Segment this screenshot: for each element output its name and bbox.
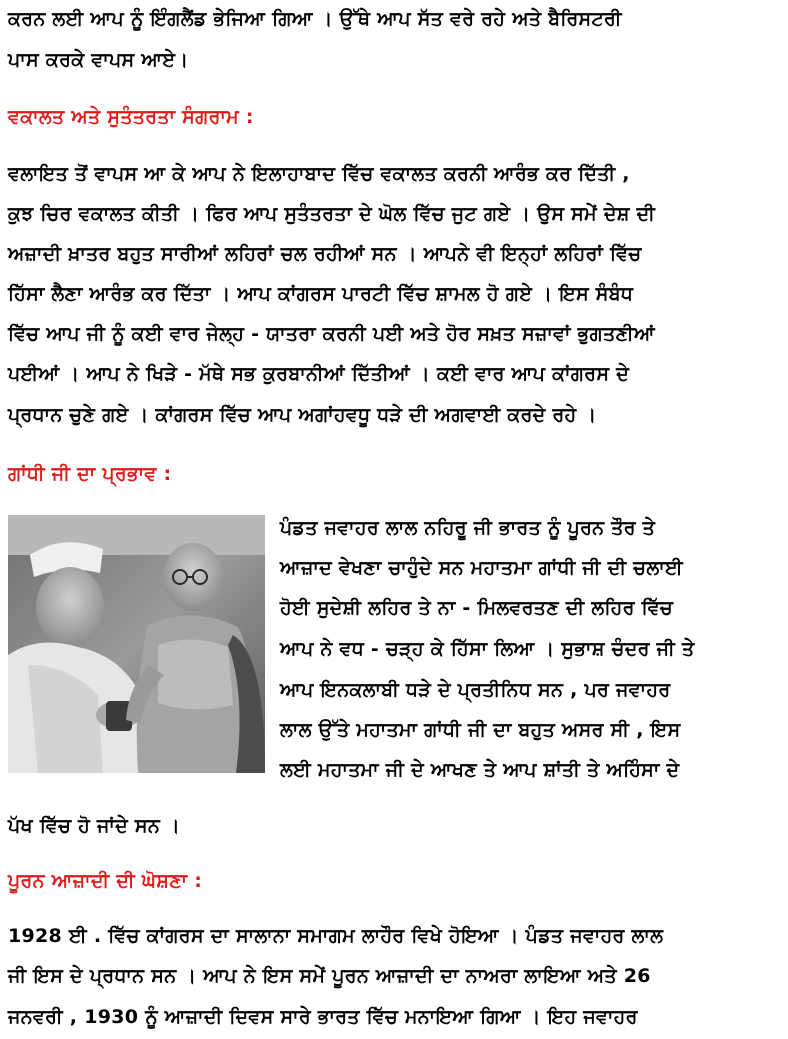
section-heading-gandhi: ਗਾਂਧੀ ਜੀ ਦਾ ਪ੍ਰਭਾਵ :	[8, 463, 172, 485]
law-line-6: ਪਈਆਂ । ਆਪ ਨੇ ਖਿੜੇ - ਮੱਥੇ ਸਭ ਕੁਰਬਾਨੀਆਂ ਦਿੱਤੀਆਂ । ਕਈ ਵਾਰ ਆਪ ਕਾਂਗਰਸ ਦੇ	[8, 363, 630, 385]
gandhi-side-line-3: ਹੋਈ ਸੁਦੇਸ਼ੀ ਲਹਿਰ ਤੇ ਨਾ - ਮਿਲਵਰਤਣ ਦੀ ਲਹਿਰ ਵਿੱਚ	[280, 597, 673, 619]
independence-line-2: ਜੀ ਇਸ ਦੇ ਪ੍ਰਧਾਨ ਸਨ । ਆਪ ਨੇ ਇਸ ਸਮੇਂ ਪੂਰਨ ਆਜ਼ਾਦੀ ਦਾ ਨਾਅਰਾ ਲਾਇਆ ਅਤੇ 26	[8, 965, 651, 987]
law-line-2: ਕੁਝ ਚਿਰ ਵਕਾਲਤ ਕੀਤੀ । ਫਿਰ ਆਪ ਸੁਤੰਤਰਤਾ ਦੇ ਘੋਲ ਵਿੱਚ ਜੁਟ ਗਏ । ਉਸ ਸਮੇਂ ਦੇਸ਼ ਦੀ	[8, 203, 656, 225]
law-line-5: ਵਿੱਚ ਆਪ ਜੀ ਨੂੰ ਕਈ ਵਾਰ ਜੇਲ੍ਹ - ਯਾਤਰਾ ਕਰਨੀ ਪਈ ਅਤੇ ਹੋਰ ਸਖ਼ਤ ਸਜ਼ਾਵਾਂ ਭੁਗਤਣੀਆਂ	[8, 323, 655, 345]
section-heading-law: ਵਕਾਲਤ ਅਤੇ ਸੁਤੰਤਰਤਾ ਸੰਗਰਾਮ :	[8, 106, 254, 128]
law-line-7: ਪ੍ਰਧਾਨ ਚੁਣੇ ਗਏ । ਕਾਂਗਰਸ ਵਿੱਚ ਆਪ ਅਗਾਂਹਵਧੂ ਧੜੇ ਦੀ ਅਗਵਾਈ ਕਰਦੇ ਰਹੇ ।	[8, 404, 597, 426]
section-heading-independence: ਪੂਰਨ ਆਜ਼ਾਦੀ ਦੀ ਘੋਸ਼ਣਾ :	[8, 870, 203, 892]
gandhi-side-line-7: ਲਈ ਮਹਾਤਮਾ ਜੀ ਦੇ ਆਖਣ ਤੇ ਆਪ ਸ਼ਾਂਤੀ ਤੇ ਅਹਿੰਸਾ ਦੇ	[280, 759, 680, 781]
intro-line-1: ਕਰਨ ਲਈ ਆਪ ਨੂੰ ਇੰਗਲੈਂਡ ਭੇਜਿਆ ਗਿਆ । ਉੱਥੇ ਆਪ ਸੱਤ ਵਰੇ ਰਹੇ ਅਤੇ ਬੈਰਿਸਟਰੀ	[8, 8, 622, 30]
gandhi-side-line-1: ਪੰਡਤ ਜਵਾਹਰ ਲਾਲ ਨਹਿਰੂ ਜੀ ਭਾਰਤ ਨੂੰ ਪੂਰਨ ਤੌਰ ਤੇ	[280, 517, 656, 539]
law-line-3: ਅਜ਼ਾਦੀ ਖ਼ਾਤਰ ਬਹੁਤ ਸਾਰੀਆਂ ਲਹਿਰਾਂ ਚਲ ਰਹੀਆਂ ਸਨ । ਆਪਨੇ ਵੀ ਇਨ੍ਹਾਂ ਲਹਿਰਾਂ ਵਿੱਚ	[8, 243, 642, 265]
law-line-4: ਹਿੱਸਾ ਲੈਣਾ ਆਰੰਭ ਕਰ ਦਿੱਤਾ । ਆਪ ਕਾਂਗਰਸ ਪਾਰਟੀ ਵਿੱਚ ਸ਼ਾਮਲ ਹੋ ਗਏ । ਇਸ ਸੰਬੰਧ	[8, 283, 634, 305]
photo-nehru-gandhi	[8, 515, 265, 773]
gandhi-side-line-2: ਆਜ਼ਾਦ ਵੇਖਣਾ ਚਾਹੁੰਦੇ ਸਨ ਮਹਾਤਮਾ ਗਾਂਧੀ ਜੀ ਦੀ ਚਲਾਈ	[280, 557, 683, 579]
gandhi-side-line-6: ਲਾਲ ਉੱਤੇ ਮਹਾਤਮਾ ਗਾਂਧੀ ਜੀ ਦਾ ਬਹੁਤ ਅਸਰ ਸੀ , ਇਸ	[280, 719, 681, 741]
independence-line-1: 1928 ਈ . ਵਿੱਚ ਕਾਂਗਰਸ ਦਾ ਸਾਲਾਨਾ ਸਮਾਗਮ ਲਾਹੌਰ ਵਿਖੇ ਹੋਇਆ । ਪੰਡਤ ਜਵਾਹਰ ਲਾਲ	[8, 925, 664, 947]
intro-line-2: ਪਾਸ ਕਰਕੇ ਵਾਪਸ ਆਏ।	[8, 49, 189, 71]
independence-line-3: ਜਨਵਰੀ , 1930 ਨੂੰ ਆਜ਼ਾਦੀ ਦਿਵਸ ਸਾਰੇ ਭਾਰਤ ਵਿੱਚ ਮਨਾਇਆ ਗਿਆ । ਇਹ ਜਵਾਹਰ	[8, 1006, 638, 1028]
gandhi-final-line: ਪੱਖ ਵਿੱਚ ਹੋ ਜਾਂਦੇ ਸਨ ।	[8, 815, 181, 837]
law-line-1: ਵਲਾਇਤ ਤੋਂ ਵਾਪਸ ਆ ਕੇ ਆਪ ਨੇ ਇਲਾਹਾਬਾਦ ਵਿੱਚ ਵਕਾਲਤ ਕਰਨੀ ਆਰੰਭ ਕਰ ਦਿੱਤੀ ,	[8, 163, 630, 185]
gandhi-side-line-4: ਆਪ ਨੇ ਵਧ - ਚੜ੍ਹ ਕੇ ਹਿੱਸਾ ਲਿਆ । ਸੁਭਾਸ਼ ਚੰਦਰ ਜੀ ਤੇ	[280, 638, 695, 660]
gandhi-side-line-5: ਆਪ ਇਨਕਲਾਬੀ ਧੜੇ ਦੇ ਪ੍ਰਤੀਨਿਧ ਸਨ , ਪਰ ਜਵਾਹਰ	[280, 679, 671, 701]
